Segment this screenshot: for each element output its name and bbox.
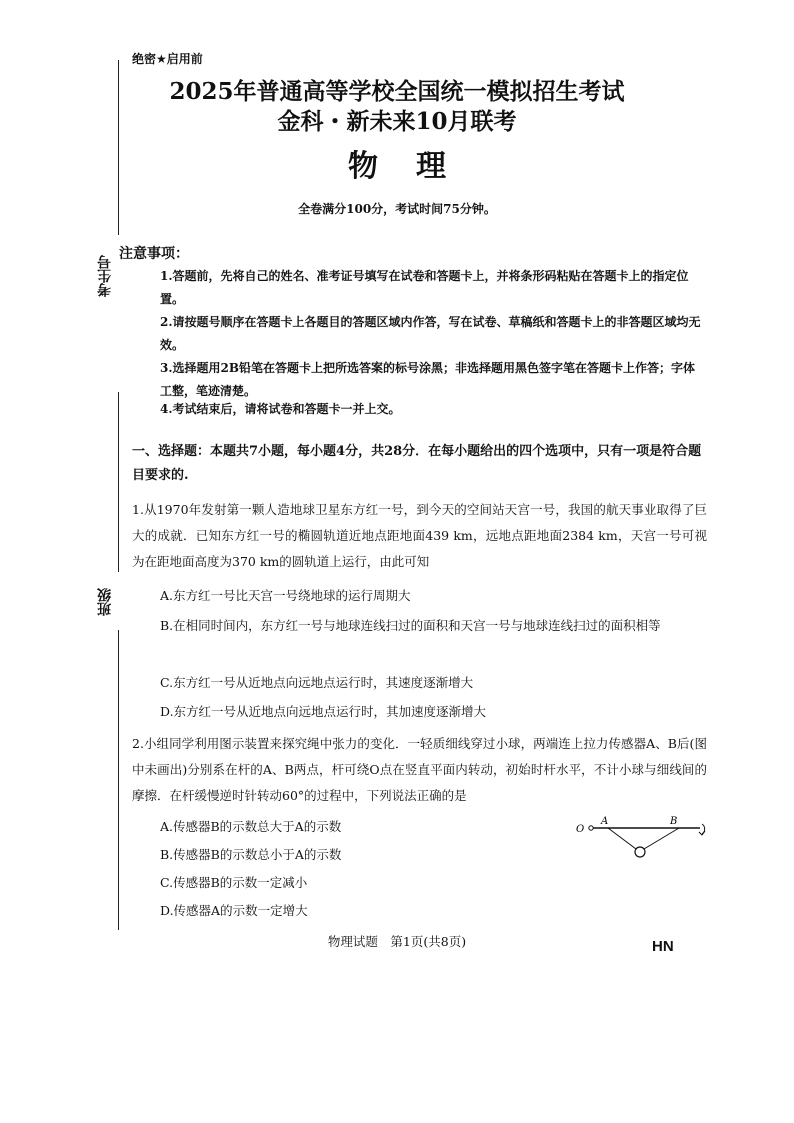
diagram-label-b: B [670,816,678,827]
question-1-option-b: B.在相同时间内，东方红一号与地球连线扫过的面积和天宫一号与地球连线扫过的面积相等 [160,618,661,633]
rotation-arrowhead-icon [699,831,705,835]
section-heading: 一、选择题：本题共7小题，每小题4分，共28分．在每小题给出的四个选项中，只有一项是符合题目要求的. [132,444,702,483]
note-item: 4.考试结束后，请将试卷和答题卡一并上交。 [160,402,401,416]
margin-line-top [118,60,119,235]
region-code: HN [652,938,674,955]
question-2-option-c: C.传感器B的示数一定减小 [160,875,308,890]
class-label: 班级 [97,588,113,616]
margin-line-middle [118,392,119,572]
subject-title: 物理 [348,149,484,184]
ball [635,847,645,857]
string-right [644,828,679,849]
diagram-label-a: A [601,816,609,827]
question-2-option-b: B.传感器B的示数总小于A的示数 [160,847,342,862]
exam-subtitle: 金科・新未来10月联考 [277,108,517,135]
question-2-option-d: D.传感器A的示数一定增大 [160,903,308,918]
question-1-option-c: C.东方红一号从近地点向远地点运行时，其速度逐渐增大 [160,675,474,690]
question-1-stem: 1.从1970年发射第一颗人造地球卫星东方红一号，到今天的空间站天宫一号，我国的航天事业取得了巨大的成就．已知东方红一号的椭圆轨道近地点距地面439 km，远地点距地面2384 km，天宫一号可视为在距地面高度为370 km的圆轨道上运行，由此可知 [132,502,707,569]
question-2-stem: 2.小组同学利用图示装置来探究绳中张力的变化．一轻质细线穿过小球，两端连上拉力传感器A、B后(图中未画出)分别系在杆的A、B两点，杆可绕O点在竖直平面内转动，初始时杆水平，不计小球与细线间的摩擦．在杆缓慢逆时针转动60°的过程中，下列说法正确的是 [132,736,707,803]
page-footer: 物理试题 第1页(共8页) [327,934,467,949]
notes-heading: 注意事项： [119,246,189,262]
question-1-option-d: D.东方红一号从近地点向远地点运行时，其加速度逐渐增大 [160,704,487,719]
diagram-label-o: O [576,824,585,835]
rod-ball-diagram [574,815,714,865]
note-item: 3.选择题用2B铅笔在答题卡上把所选答案的标号涂黑；非选择题用黑色签字笔在答题卡上作答；字体工整，笔迹清楚。 [160,361,696,398]
margin-line-bottom [118,630,119,930]
note-item: 2.请按题号顺序在答题卡上各题目的答题区域内作答，写在试卷、草稿纸和答题卡上的非答题区域均无效。 [160,315,701,352]
exam-title: 2025年普通高等学校全国统一模拟招生考试 [169,78,625,105]
score-info: 全卷满分100分，考试时间75分钟。 [298,202,496,216]
string-left [608,828,636,849]
question-2-option-a: A.传感器B的示数总大于A的示数 [160,819,342,834]
confidential-mark: 绝密★启用前 [132,52,203,66]
question-1-option-a: A.东方红一号比天宫一号绕地球的运行周期大 [160,588,411,603]
exam-number-label: 考生号 [97,255,113,297]
note-item: 1.答题前，先将自己的姓名、准考证号填写在试卷和答题卡上，并将条形码粘贴在答题卡上的指定位置。 [160,269,689,306]
pivot-point [589,826,593,830]
